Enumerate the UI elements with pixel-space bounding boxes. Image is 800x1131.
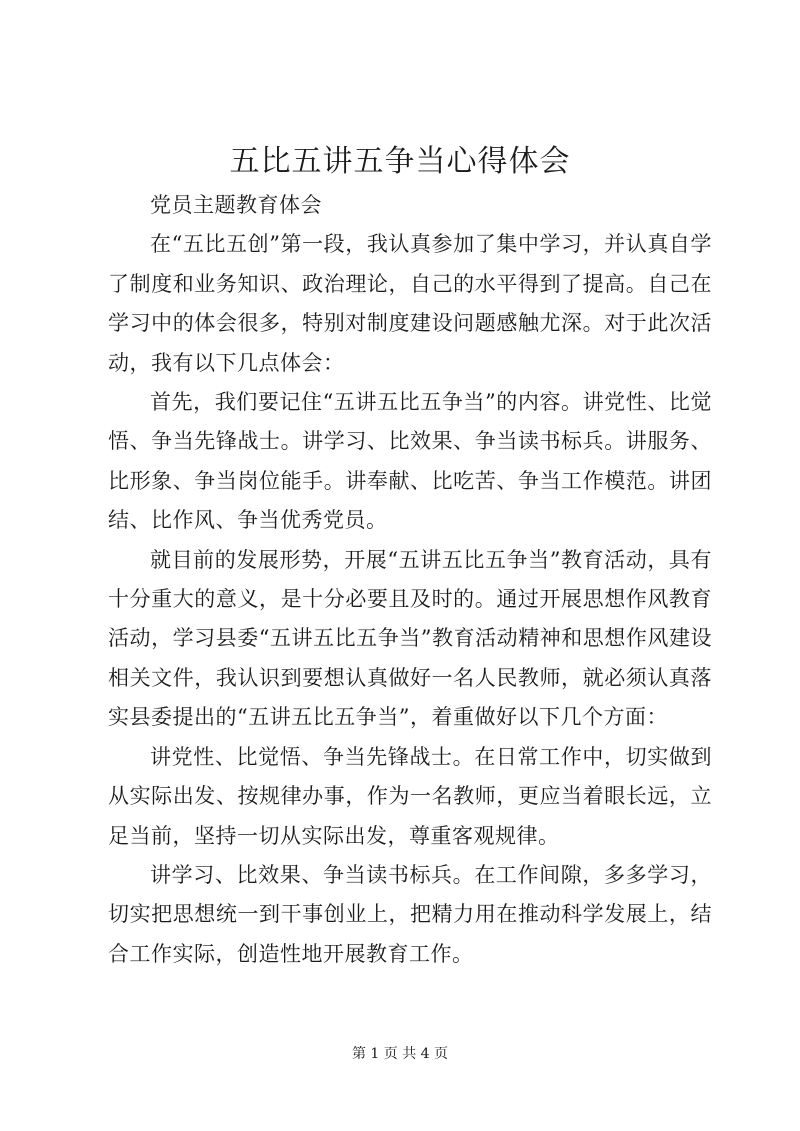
paragraph-2: 首先，我们要记住“五讲五比五争当”的内容。讲党性、比觉悟、争当先锋战士。讲学习、比效果、争当读书标兵。讲服务、比形象、争当岗位能手。讲奉献、比吃苦、争当工作模范。讲团结、比作风、争当优秀党员。 (108, 390, 712, 533)
paragraph-1: 在“五比五创”第一段，我认真参加了集中学习，并认真自学了制度和业务知识、政治理论，自己的水平得到了提高。自己在学习中的体会很多，特别对制度建设问题感触尤深。对于此次活动，我有以下几点体会： (108, 232, 712, 375)
paragraph-5: 讲学习、比效果、争当读书标兵。在工作间隙，多多学习，切实把思想统一到干事创业上，把精力用在推动科学发展上，结合工作实际，创造性地开展教育工作。 (108, 862, 712, 966)
paragraph-subtitle: 党员主题教育体会 (150, 193, 322, 217)
paragraph-4: 讲党性、比觉悟、争当先锋战士。在日常工作中，切实做到从实际出发、按规律办事，作为一名教师，更应当着眼长远，立足当前，坚持一切从实际出发，尊重客观规律。 (108, 744, 712, 848)
document-body (108, 186, 712, 974)
page-title: 五比五讲五争当心得体会 (229, 144, 571, 179)
page-footer: 第 1 页 共 4 页 (351, 1046, 449, 1062)
paragraph-3: 就目前的发展形势，开展“五讲五比五争当”教育活动，具有十分重大的意义，是十分必要且及时的。通过开展思想作风教育活动，学习县委“五讲五比五争当”教育活动精神和思想作风建设相关文件，我认识到要想认真做好一名人民教师，就必须认真落实县委提出的“五讲五比五争当”，着重做好以下几个方面： (108, 547, 712, 730)
